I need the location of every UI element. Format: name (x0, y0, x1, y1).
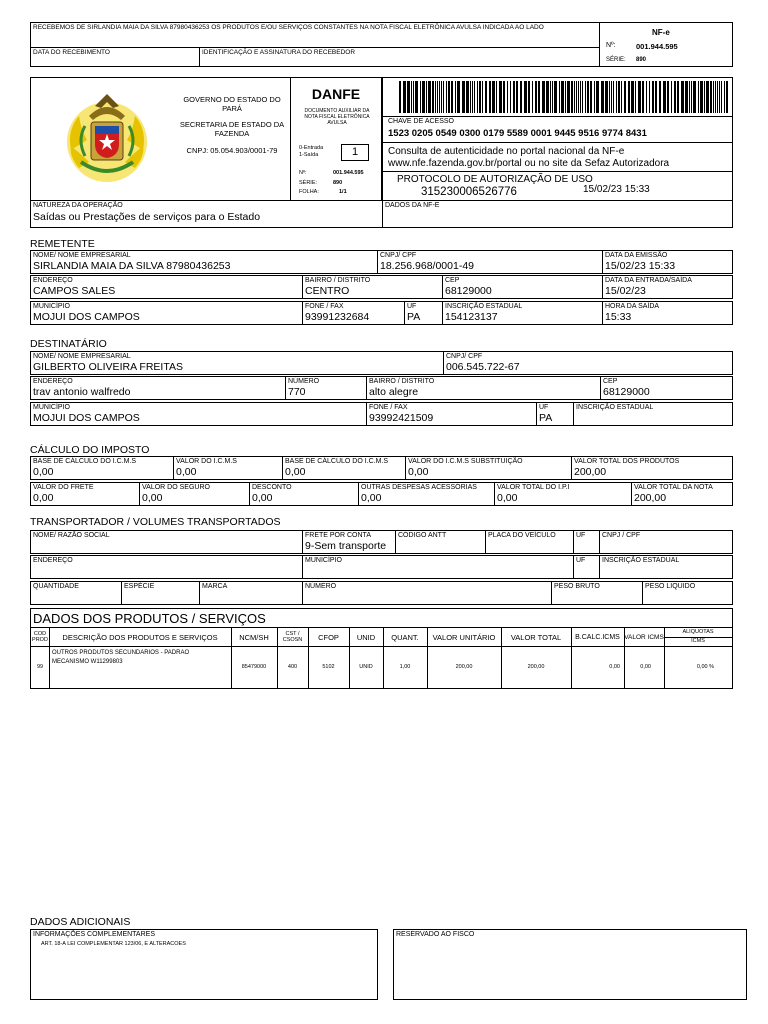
remetente-title: REMETENTE (30, 238, 95, 250)
ipi-box: VALOR TOTAL DO I.P.I 0,00 (494, 482, 632, 506)
remetente-nome-box: NOME/ NOME EMPRESARIAL SIRLANDIA MAIA DA SILVA 87980436253 (30, 250, 378, 274)
bc-icms: 0,00 (33, 466, 54, 478)
dados-nfe-box: DADOS DA NF-E (382, 200, 733, 228)
col-cfop: CFOP (318, 632, 339, 642)
remetente-hora-box: HORA DA SAÍDA 15:33 (602, 301, 733, 325)
emitente-box (30, 77, 291, 201)
danfe-serie: 890 (333, 180, 343, 186)
remetente-hora: 15:33 (605, 311, 632, 323)
v-icms-box: VALOR DO I.C.M.S 0,00 (173, 456, 283, 480)
item-cfop: 5102 (322, 664, 335, 670)
item-vunit: 200,00 (455, 664, 473, 670)
destinatario-fone: 93992421509 (369, 412, 434, 424)
transp-qtd-box: QUANTIDADE (30, 581, 122, 605)
info-complementares-box: INFORMAÇÕES COMPLEMENTARES ART. 18-A LEI COMPLEMENTAR 123/06, E ALTERACOES (30, 929, 378, 1000)
barcode-icon (399, 81, 729, 113)
item-cst: 400 (287, 664, 298, 670)
transp-placa-box: PLACA DO VEÍCULO (485, 530, 574, 554)
canhoto-nfe-box: NF-e Nº: 001.944.595 SÉRIE: 890 (599, 22, 733, 67)
v-prod: 200,00 (574, 466, 607, 478)
remetente-municipio-box: MUNICÍPIO MOJUI DOS CAMPOS (30, 301, 303, 325)
col-cst: CST / CSOSN (282, 631, 303, 643)
consulta-text-2: www.nfe.fazenda.gov.br/portal ou no site da Sefaz Autorizadora (388, 158, 670, 169)
transp-endereco-box: ENDEREÇO (30, 555, 303, 579)
destinatario-endereco: trav antonio walfredo (33, 386, 131, 398)
remetente-cnpj: 18.256.968/0001-49 (380, 260, 475, 272)
protocolo-box (382, 171, 733, 201)
transp-uf2-box: UF (573, 555, 600, 579)
remetente-fone: 93991232684 (305, 311, 370, 323)
remetente-uf: PA (407, 311, 421, 323)
col-aliq-icms: ICMS (691, 638, 705, 644)
destinatario-nome-box: NOME/ NOME EMPRESARIAL GILBERTO OLIVEIRA FREITAS (30, 351, 444, 375)
destinatario-numero: 770 (288, 386, 306, 398)
danfe-subtitle: DOCUMENTO AUXILIAR DA NOTA FISCAL ELETRÔNICA AVULSA (304, 108, 370, 126)
transp-especie-box: ESPÉCIE (121, 581, 200, 605)
col-vicms: VALOR ICMS (624, 633, 664, 641)
v-st: 0,00 (408, 466, 429, 478)
destinatario-bairro: alto alegre (369, 386, 419, 398)
ipi: 0,00 (497, 492, 518, 504)
transp-frete-box: FRETE POR CONTA 9-Sem transporte (302, 530, 396, 554)
transp-antt-box: CÓDIGO ANTT (395, 530, 486, 554)
frete-box: VALOR DO FRETE 0,00 (30, 482, 140, 506)
seguro-box: VALOR DO SEGURO 0,00 (139, 482, 250, 506)
chave-acesso-value: 1523 0205 0549 0300 0179 5589 0001 9445 9516 9774 8431 (388, 128, 647, 139)
item-aliq: 0,00 % (696, 664, 714, 670)
nota-box: VALOR TOTAL DA NOTA 200,00 (631, 482, 733, 506)
col-desc: DESCRIÇÃO DOS PRODUTOS E SERVIÇOS (62, 632, 218, 642)
remetente-cnpj-box: CNPJ/ CPF 18.256.968/0001-49 (377, 250, 603, 274)
remetente-endereco: CAMPOS SALES (33, 285, 116, 297)
transp-numero-box: NÚMERO (302, 581, 552, 605)
chave-acesso-box: CHAVE DE ACESSO 1523 0205 0549 0300 0179 5589 0001 9445 9516 9774 8431 (382, 116, 733, 143)
danfe-numero: 001.944.595 (333, 170, 364, 176)
para-coat-of-arms-icon (59, 90, 155, 186)
item-desc: OUTROS PRODUTOS SECUNDARIOS - PADRAO MECANISMO W11299803 (52, 650, 190, 665)
produtos-table (30, 627, 733, 689)
danfe-folha: 1/1 (339, 189, 347, 195)
outras-box: OUTRAS DESPESAS ACESSÓRIAS 0,00 (358, 482, 495, 506)
v-nota: 200,00 (634, 492, 667, 504)
destinatario-bairro-box: BAIRRO / DISTRITO alto alegre (366, 376, 601, 400)
consulta-box (382, 142, 733, 172)
transp-ie-box: INSCRIÇÃO ESTADUAL (599, 555, 733, 579)
destinatario-numero-box: NÚMERO 770 (285, 376, 367, 400)
bc-icms-box: BASE DE CÁLCULO DO I.C.M.S 0,00 (30, 456, 174, 480)
col-vtotal: VALOR TOTAL (510, 632, 562, 642)
remetente-emissao-box: DATA DA EMISSÃO 15/02/23 15:33 (602, 250, 733, 274)
remetente-uf-box: UF PA (404, 301, 443, 325)
v-icms: 0,00 (176, 466, 197, 478)
v-st-box: VALOR DO I.C.M.S SUBSTITUIÇÃO 0,00 (405, 456, 572, 480)
barcode-box (382, 77, 733, 117)
destinatario-endereco-box: ENDEREÇO trav antonio walfredo (30, 376, 286, 400)
info-complementares: ART. 18-A LEI COMPLEMENTAR 123/06, E ALTERACOES (41, 941, 186, 947)
destinatario-cnpj-box: CNPJ/ CPF 006.545.722-67 (443, 351, 733, 375)
remetente-entrada: 15/02/23 (605, 285, 646, 297)
destinatario-cnpj: 006.545.722-67 (446, 361, 520, 373)
natureza-value: Saídas ou Prestações de serviços para o Estado (33, 211, 261, 223)
transp-uf-box: UF (573, 530, 600, 554)
item-ncm: 85479000 (241, 664, 267, 670)
col-unid: UNID (356, 632, 376, 642)
outras: 0,00 (361, 492, 382, 504)
remetente-fone-box: FONE / FAX 93991232684 (302, 301, 405, 325)
imposto-title: CÁLCULO DO IMPOSTO (30, 444, 150, 456)
remetente-cep-box: CEP 68129000 (442, 275, 603, 299)
destinatario-municipio: MOJUI DOS CAMPOS (33, 412, 140, 424)
protocolo-numero: 315230006526776 (421, 186, 517, 198)
reservado-fisco-box: RESERVADO AO FISCO (393, 929, 747, 1000)
bc-st: 0,00 (285, 466, 306, 478)
item-vtotal: 200,00 (527, 664, 545, 670)
destinatario-municipio-box: MUNICÍPIO MOJUI DOS CAMPOS (30, 402, 367, 426)
emitente-governo: GOVERNO DO ESTADO DO PARÁ (183, 95, 281, 113)
transp-municipio-box: MUNICÍPIO (302, 555, 574, 579)
bc-st-box: BASE DE CÁLCULO DO I.C.M.S 0,00 (282, 456, 406, 480)
protocolo-label: PROTOCOLO DE AUTORIZAÇÃO DE USO (397, 174, 593, 185)
destinatario-uf-box: UF PA (536, 402, 574, 426)
transp-cnpj-box: CNPJ / CPF (599, 530, 733, 554)
col-cod: COD PROD (32, 631, 48, 643)
desconto-box: DESCONTO 0,00 (249, 482, 359, 506)
destinatario-fone-box: FONE / FAX 93992421509 (366, 402, 537, 426)
natureza-box: NATUREZA DA OPERAÇÃO Saídas ou Prestações de serviços para o Estado (30, 200, 383, 228)
destinatario-ie-box: INSCRIÇÃO ESTADUAL (573, 402, 733, 426)
transp-peso-bruto-box: PESO BRUTO (551, 581, 643, 605)
emitente-secretaria: SECRETARIA DE ESTADO DA FAZENDA (179, 120, 285, 138)
item-quant: 1,00 (399, 664, 411, 670)
transp-frete: 9-Sem transporte (305, 540, 387, 552)
col-aliq: ALIQUOTAS (682, 629, 714, 635)
transp-peso-liq-box: PESO LIQUIDO (642, 581, 733, 605)
remetente-municipio: MOJUI DOS CAMPOS (33, 311, 140, 323)
destinatario-nome: GILBERTO OLIVEIRA FREITAS (33, 361, 183, 373)
remetente-bairro: CENTRO (305, 285, 350, 297)
transportador-title: TRANSPORTADOR / VOLUMES TRANSPORTADOS (30, 516, 281, 528)
protocolo-data: 15/02/23 15:33 (583, 184, 650, 195)
item-bcalc: 0,00 (609, 664, 620, 670)
seguro: 0,00 (142, 492, 163, 504)
danfe-tipo-box: 1 (341, 144, 369, 161)
canhoto-serie: 890 (636, 57, 647, 63)
emitente-cnpj: CNPJ: 05.054.903/0001-79 (186, 146, 278, 155)
produtos-title-box (30, 608, 733, 628)
canhoto-identificacao: IDENTIFICAÇÃO E ASSINATURA DO RECEBEDOR (199, 47, 600, 67)
col-quant: QUANT. (391, 632, 419, 642)
destinatario-cep: 68129000 (603, 386, 650, 398)
desconto: 0,00 (252, 492, 273, 504)
remetente-bairro-box: BAIRRO / DISTRITO CENTRO (302, 275, 443, 299)
col-ncm: NCM/SH (239, 632, 269, 642)
destinatario-uf: PA (539, 412, 553, 424)
transp-marca-box: MARCA (199, 581, 303, 605)
canhoto-data-recebimento: DATA DO RECEBIMENTO (30, 47, 200, 67)
remetente-entrada-box: DATA DA ENTRADA/SAÍDA 15/02/23 (602, 275, 733, 299)
col-vunit: VALOR UNITÁRIO (432, 632, 496, 642)
destinatario-title: DESTINATÁRIO (30, 338, 107, 350)
col-bcalc: B.CALC.ICMS (575, 633, 620, 641)
canhoto-numero: 001.944.595 (636, 42, 678, 51)
v-prod-box: VALOR TOTAL DOS PRODUTOS 200,00 (571, 456, 733, 480)
canhoto-nfe-title: NF-e (652, 28, 670, 37)
remetente-ie: 154123137 (445, 311, 498, 323)
danfe-box: DANFE DOCUMENTO AUXILIAR DA NOTA FISCAL ELETRÔNICA AVULSA 0-Entrada 1-Saída 1 Nº: 001.944.595 SÉRIE: 890 FOLHA: 1/1 (290, 77, 382, 201)
item-vicms: 0,00 (640, 664, 651, 670)
item-unid: UNID (359, 664, 373, 670)
item-cod: 99 (36, 664, 44, 670)
frete: 0,00 (33, 492, 54, 504)
remetente-cep: 68129000 (445, 285, 492, 297)
transp-razao-box: NOME/ RAZÃO SOCIAL (30, 530, 303, 554)
canhoto-recebimento (30, 22, 600, 48)
remetente-nome: SIRLANDIA MAIA DA SILVA 87980436253 (33, 260, 231, 272)
consulta-text-1: Consulta de autenticidade no portal nacional da NF-e (388, 146, 625, 157)
remetente-emissao: 15/02/23 15:33 (605, 260, 676, 272)
remetente-ie-box: INSCRIÇÃO ESTADUAL 154123137 (442, 301, 603, 325)
destinatario-cep-box: CEP 68129000 (600, 376, 733, 400)
danfe-title: DANFE (311, 86, 361, 102)
produtos-title: DADOS DOS PRODUTOS / SERVIÇOS (33, 611, 266, 626)
canhoto-text: RECEBEMOS DE SIRLANDIA MAIA DA SILVA 87980436253 OS PRODUTOS E/OU SERVIÇOS CONSTANTES NA NOTA FISCAL ELETRÔNICA AVULSA INDICADA AO LADO (33, 24, 544, 31)
remetente-endereco-box: ENDEREÇO CAMPOS SALES (30, 275, 303, 299)
adicionais-title: DADOS ADICIONAIS (30, 916, 131, 928)
